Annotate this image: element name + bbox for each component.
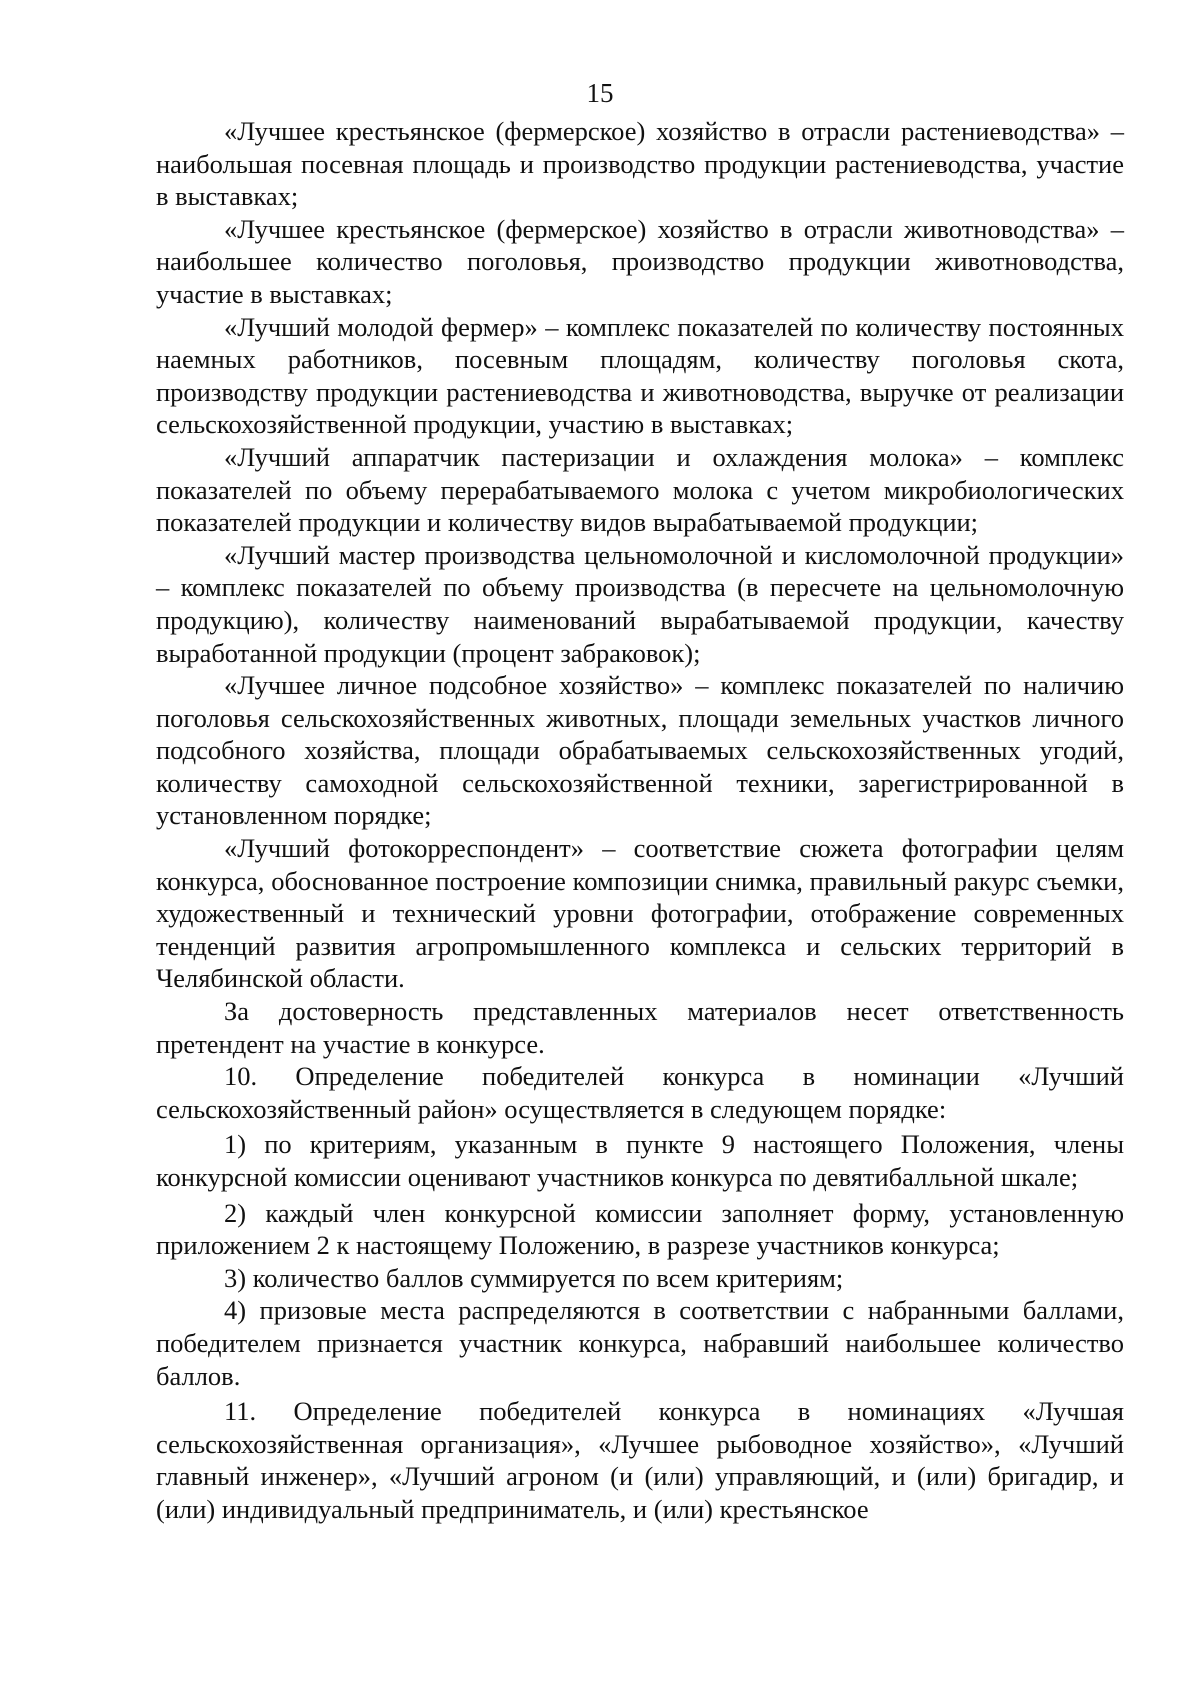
paragraph-best-household-plot: «Лучшее личное подсобное хозяйство» – комплекс показателей по наличию поголовья сельскохозяйственных животных, площади земельных участков личного подсобного хозяйства, площади обрабатываемых сельскохозяйственных угодий, количеству самоходной сельскохозяйственной техники, зарегистрированной в установленном порядке; [156,670,1124,831]
paragraph-best-photojournalist: «Лучший фотокорреспондент» – соответствие сюжета фотографии целям конкурса, обоснованное построение композиции снимка, правильный ракурс съемки, художественный и технический уровни фотографии, отображение современных тенденций развития агропромышленного комплекса и сельских территорий в Челябинской области. [156,833,1124,994]
paragraph-best-farm-livestock: «Лучшее крестьянское (фермерское) хозяйство в отрасли животноводства» – наибольшее количество поголовья, производство продукции животноводства, участие в выставках; [156,213,1124,309]
paragraph-best-dairy-master: «Лучший мастер производства цельномолочной и кисломолочной продукции» – комплекс показателей по объему производства (в пересчете на цельномолочную продукцию), количеству наименований вырабатываемой продукции, качеству выработанной продукции (процент забраковок); [156,539,1124,668]
paragraph-clause-10-item-1: 1) по критериям, указанным в пункте 9 настоящего Положения, члены конкурсной комиссии оценивают участников конкурса по девятибалльной шкале; [156,1129,1124,1192]
paragraph-clause-10: 10. Определение победителей конкурса в номинации «Лучший сельскохозяйственный район» осуществляется в следующем порядке: [156,1061,1124,1124]
paragraph-clause-11: 11. Определение победителей конкурса в номинациях «Лучшая сельскохозяйственная организация», «Лучшее рыбоводное хозяйство», «Лучший главный инженер», «Лучший агроном (и (или) управляющий, и (или) бригадир, и (или) индивидуальный предприниматель, и (или) крестьянское [156,1396,1124,1524]
page-number: 15 [586,78,614,108]
paragraph-responsibility: За достоверность представленных материалов несет ответственность претендент на участие в конкурсе. [156,996,1124,1059]
paragraph-best-pasteurization-operator: «Лучший аппаратчик пастеризации и охлаждения молока» – комплекс показателей по объему перерабатываемого молока с учетом микробиологических показателей продукции и количеству видов вырабатываемой продукции; [156,441,1124,538]
paragraph-best-farm-crop: «Лучшее крестьянское (фермерское) хозяйство в отрасли растениеводства» – наибольшая посевная площадь и производство продукции растениеводства, участие в выставках; [156,116,1124,212]
paragraph-best-young-farmer: «Лучший молодой фермер» – комплекс показателей по количеству постоянных наемных работников, посевным площадям, количеству поголовья скота, производству продукции растениеводства и животноводства, выручке от реализации сельскохозяйственной продукции, участию в выставках; [156,311,1124,440]
document-body [156,115,1124,1526]
paragraph-clause-10-item-4: 4) призовые места распределяются в соответствии с набранными баллами, победителем признается участник конкурса, набравший наибольшее количество баллов. [156,1295,1124,1391]
paragraph-clause-10-item-2: 2) каждый член конкурсной комиссии заполняет форму, установленную приложением 2 к настоящему Положению, в разрезе участников конкурса; [156,1197,1124,1261]
paragraph-clause-10-item-3: 3) количество баллов суммируется по всем критериям; [224,1262,844,1293]
